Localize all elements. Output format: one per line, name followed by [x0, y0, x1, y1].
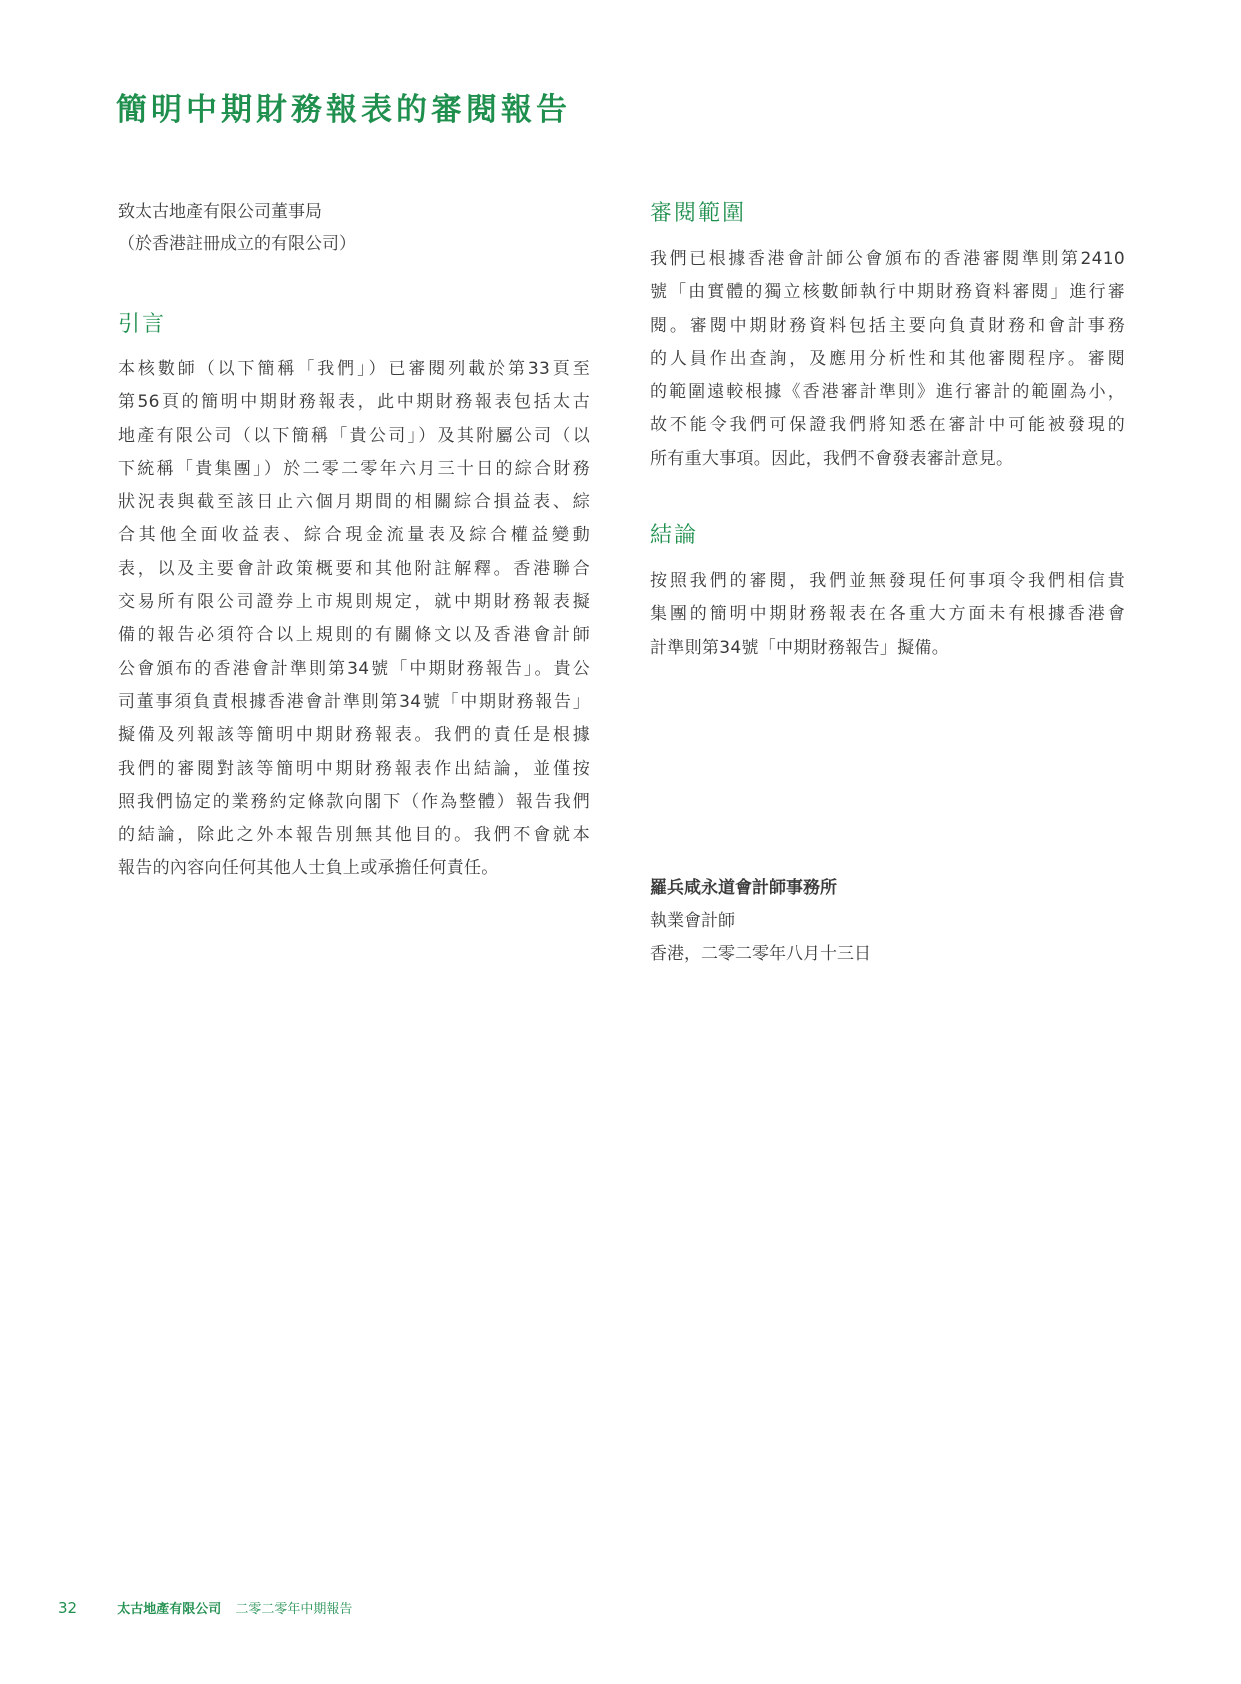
text-line: 所有重大事項。因此，我們不會發表審計意見。 — [650, 448, 1014, 469]
text-line: 擬備及列報該等簡明中期財務報表。我們的責任是根據 — [118, 725, 590, 746]
text-line: 表，以及主要會計政策概要和其他附註解釋。香港聯合 — [118, 558, 590, 579]
footer-company: 太古地產有限公司 — [117, 1602, 222, 1617]
text-line: 我們已根據香港會計師公會頒布的香港審閱準則第2410 — [650, 249, 1125, 269]
left-column — [118, 196, 590, 886]
page-title: 簡明中期財務報表的審閱報告 — [116, 92, 571, 128]
text-line: 狀況表與截至該日止六個月期間的相關綜合損益表、綜 — [118, 492, 590, 513]
text-line: 號「由實體的獨立核數師執行中期財務資料審閱」進行審 — [650, 282, 1125, 303]
page-footer — [58, 1598, 352, 1617]
addressee-line: 致太古地產有限公司董事局 — [118, 202, 322, 222]
text-line: 備的報告必須符合以上規則的有關條文以及香港會計師 — [118, 625, 590, 646]
text-line: 下統稱「貴集團」）於二零二零年六月三十日的綜合財務 — [118, 458, 590, 479]
text-line: 按照我們的審閱，我們並無發現任何事項令我們相信貴 — [650, 571, 1125, 592]
text-line: 交易所有限公司證券上市規則規定，就中期財務報表擬 — [118, 592, 590, 613]
section-heading-conclusion: 結論 — [650, 523, 699, 549]
text-line: 的人員作出查詢，及應用分析性和其他審閱程序。審閱 — [650, 348, 1125, 369]
signature-block — [650, 872, 1125, 971]
addressee-block — [118, 196, 590, 260]
footer-report-title: 二零二零年中期報告 — [235, 1602, 353, 1617]
text-line: 計準則第34號「中期財務報告」擬備。 — [650, 637, 950, 658]
text-line: 集團的簡明中期財務報表在各重大方面未有根據香港會 — [650, 604, 1125, 625]
text-line: 本核數師（以下簡稱「我們」）已審閱列載於第33頁至 — [118, 359, 590, 379]
text-line: 閱。審閱中期財務資料包括主要向負責財務和會計事務 — [650, 315, 1125, 336]
auditor-role: 執業會計師 — [650, 910, 735, 931]
text-line: 合其他全面收益表、綜合現金流量表及綜合權益變動 — [118, 525, 590, 546]
text-line: 公會頒布的香港會計準則第34號「中期財務報告」。貴公 — [118, 658, 590, 679]
text-line: 第56頁的簡明中期財務報表，此中期財務報表包括太古 — [118, 392, 590, 413]
scope-body — [650, 243, 1125, 476]
auditor-firm-name: 羅兵咸永道會計師事務所 — [650, 877, 837, 898]
text-line: 報告的內容向任何其他人士負上或承擔任何責任。 — [118, 858, 499, 879]
addressee-incorporation: （於香港註冊成立的有限公司） — [118, 234, 356, 254]
section-heading-introduction: 引言 — [118, 312, 167, 337]
conclusion-body — [650, 565, 1125, 665]
introduction-body — [118, 353, 590, 886]
text-line: 照我們協定的業務約定條款向閣下（作為整體）報告我們 — [118, 791, 590, 812]
report-place-date: 香港，二零二零年八月十三日 — [650, 943, 871, 964]
section-heading-scope: 審閱範圍 — [650, 201, 747, 226]
text-line: 的範圍遠較根據《香港審計準則》進行審計的範圍為小， — [650, 382, 1125, 403]
text-line: 地產有限公司（以下簡稱「貴公司」）及其附屬公司（以 — [118, 425, 590, 446]
text-line: 的結論，除此之外本報告別無其他目的。我們不會就本 — [118, 825, 590, 846]
text-line: 我們的審閱對該等簡明中期財務報表作出結論，並僅按 — [118, 758, 590, 779]
page-number: 32 — [58, 1599, 78, 1617]
text-line: 故不能令我們可保證我們將知悉在審計中可能被發現的 — [650, 415, 1125, 436]
right-column — [650, 196, 1125, 971]
text-line: 司董事須負責根據香港會計準則第34號「中期財務報告」 — [118, 691, 590, 712]
